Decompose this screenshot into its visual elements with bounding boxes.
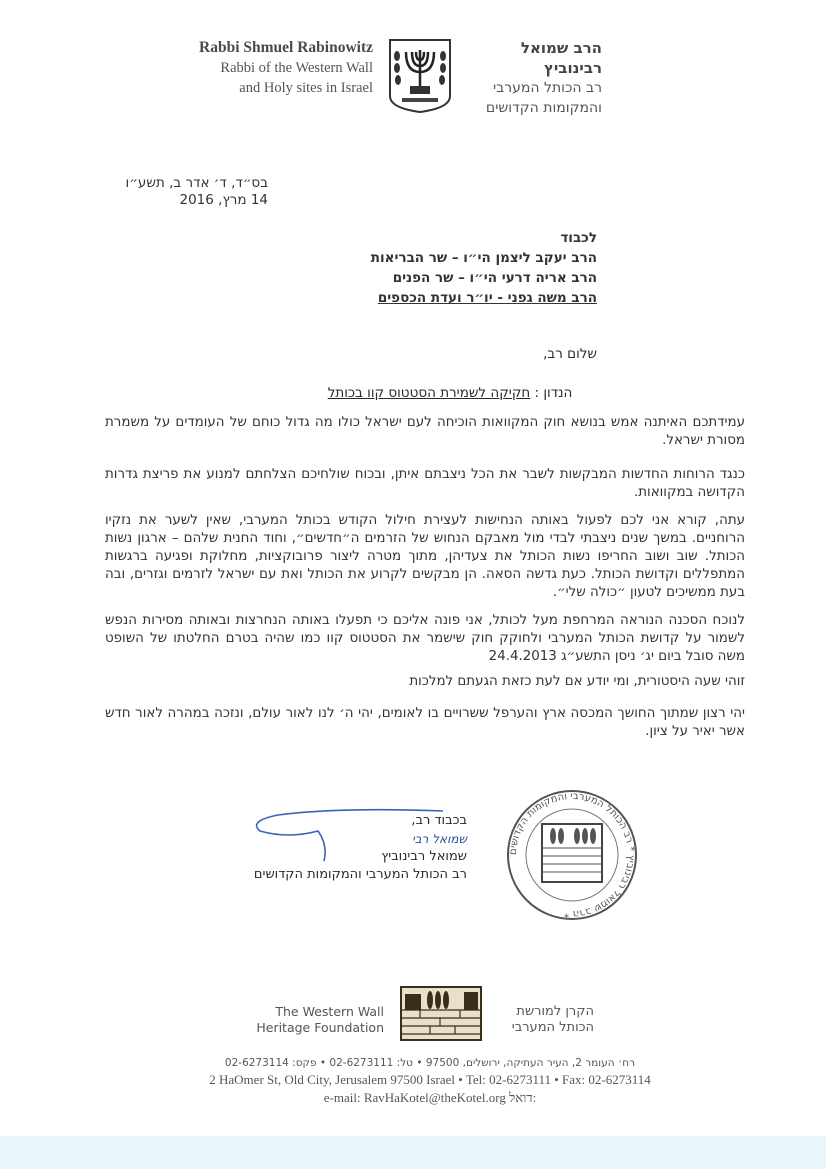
rabbi-title-english-1: Rabbi of the Western Wall (220, 60, 373, 76)
body-paragraph: זוהי שעה היסטורית, ומי יודע אם לעת כזאת הגעתם למלכות (409, 674, 745, 689)
rabbi-name-english: Rabbi Shmuel Rabinowitz (199, 39, 373, 56)
foundation-name-hebrew-1: הקרן למורשת (516, 1004, 594, 1019)
closing-regards: בכבוד רב, (411, 813, 467, 828)
body-paragraph: עמידתכם האיתנה אמש בנושא חוק המקוואות הוכיחה לעם ישראל כולו מה גדול כוחם של העומדים על משמרת מסורת ישראל. (105, 415, 745, 448)
address-english: 2 HaOmer St, Old City, Jerusalem 97500 Israel • Tel: 02-6273111 • Fax: 02-6273114 (209, 1072, 651, 1087)
subject-label: הנדון : (534, 385, 573, 401)
foundation-name-english-2: Heritage Foundation (256, 1020, 384, 1035)
foundation-name-english-1: The Western Wall (275, 1004, 384, 1019)
recipient-line: הרב יעקב ליצמן הי״ו – שר הבריאות (370, 250, 597, 266)
closing-block (254, 812, 467, 884)
email-address[interactable]: e-mail: RavHaKotel@theKotel.org דואל: (323, 1090, 537, 1105)
rabbi-title-hebrew-1: רב הכותל המערבי (493, 80, 602, 96)
signer-title: רב הכותל המערבי והמקומות הקדושים (253, 867, 467, 882)
official-stamp-icon (505, 788, 639, 922)
subject-line (250, 385, 650, 401)
letterhead-hebrew (462, 38, 602, 118)
greeting: שלום רב, (543, 346, 597, 362)
body-paragraph: לנוכח הסכנה הנוראה המרחפת מעל לכותל, אני פונה אליכם כי תפעלו באותה הנחרצות ובאותה מסירות הנפש לשמור על קדושת הכותל המערבי ולחוקק חוק שישמר את הסטטוס קוו כמו שהיה בטרם החלטתו של השופט משה סובל ביום יג׳ ניסן התשע״ג 24.4.2013 (105, 613, 745, 664)
stamp-text: הרב שמואל רבינוביץ * רב הכותל המערבי והמקומות הקדושים * (507, 790, 637, 920)
body-paragraph: יהי רצון שמתוך החושך המכסה ארץ והערפל ששרויים בו לאומים, יהי ה׳ לנו לאור עולם, ונזכה במהרה לאור חדש אשר יאיר על ציון. (105, 706, 745, 739)
date-gregorian: 14 מרץ, 2016 (179, 192, 268, 208)
rabbi-name-hebrew: הרב שמואל רבינוביץ (520, 39, 602, 77)
handwritten-signature: שמואל רבי (412, 832, 467, 846)
letter-date (126, 175, 268, 209)
letterhead-english (199, 38, 373, 98)
foundation-name-hebrew (494, 1004, 594, 1036)
date-hebrew: בס״ד, ד׳ אדר ב, תשע״ו (125, 175, 268, 191)
state-emblem-icon (388, 38, 452, 114)
recipient-line: הרב משה גפני - יו״ר ועדת הכספים (377, 290, 597, 306)
scan-bottom-margin (0, 1136, 826, 1169)
address-hebrew: רח׳ העומר 2, העיר העתיקה, ירושלים, 97500 • טל: 02-6273111 • פקס: 02-6273114 (224, 1057, 636, 1069)
rabbi-title-english-2: and Holy sites in Israel (239, 80, 373, 96)
recipient-line: הרב אריה דרעי הי״ו – שר הפנים (392, 270, 597, 286)
foundation-name-english (256, 1004, 384, 1036)
subject-text: חקיקה לשמירת הסטטוס קוו בכותל (327, 385, 531, 401)
western-wall-logo-icon (400, 986, 482, 1041)
recipients-block (371, 228, 597, 308)
rabbi-title-hebrew-2: והמקומות הקדושים (485, 100, 602, 116)
body-paragraph: כנגד הרוחות החדשות המבקשות לשבר את הכל ניצבתם איתן, ובכוח שולחיכם הצלחתם למנוע את פריצת גדרות הקדושה במקוואות. (105, 467, 745, 500)
foundation-name-hebrew-2: הכותל המערבי (511, 1020, 594, 1035)
body-paragraph: עתה, קורא אני לכם לפעול באותה הנחישות לעצירת חילול הקודש בכותל המערבי, שאין לשער את נזקיו הרוחניים. במשך שנים ניצבתי לבדי מול מאבקם הנחוש של הזרמים ה״חדשים״, וחוד החנית שלהם – ארגון נשות הכותל. שוב ושוב החריפו נשות הכותל את צעדיהן, מתוך מטרה ליצור פרובוקציות, מחלוקת ופגיעה ברגשות המתפללים וקדושת הכותל. כעת גדשה הסאה. הן מבקשים לקרוע את הכותל ואת עם ישראל לזרמים וגזרים, ובה בעת ממשיכים לטעון ״כולה שלי״. (105, 513, 745, 600)
signer-name: שמואל רבינוביץ (381, 849, 467, 864)
salutation: לכבוד (560, 230, 597, 246)
